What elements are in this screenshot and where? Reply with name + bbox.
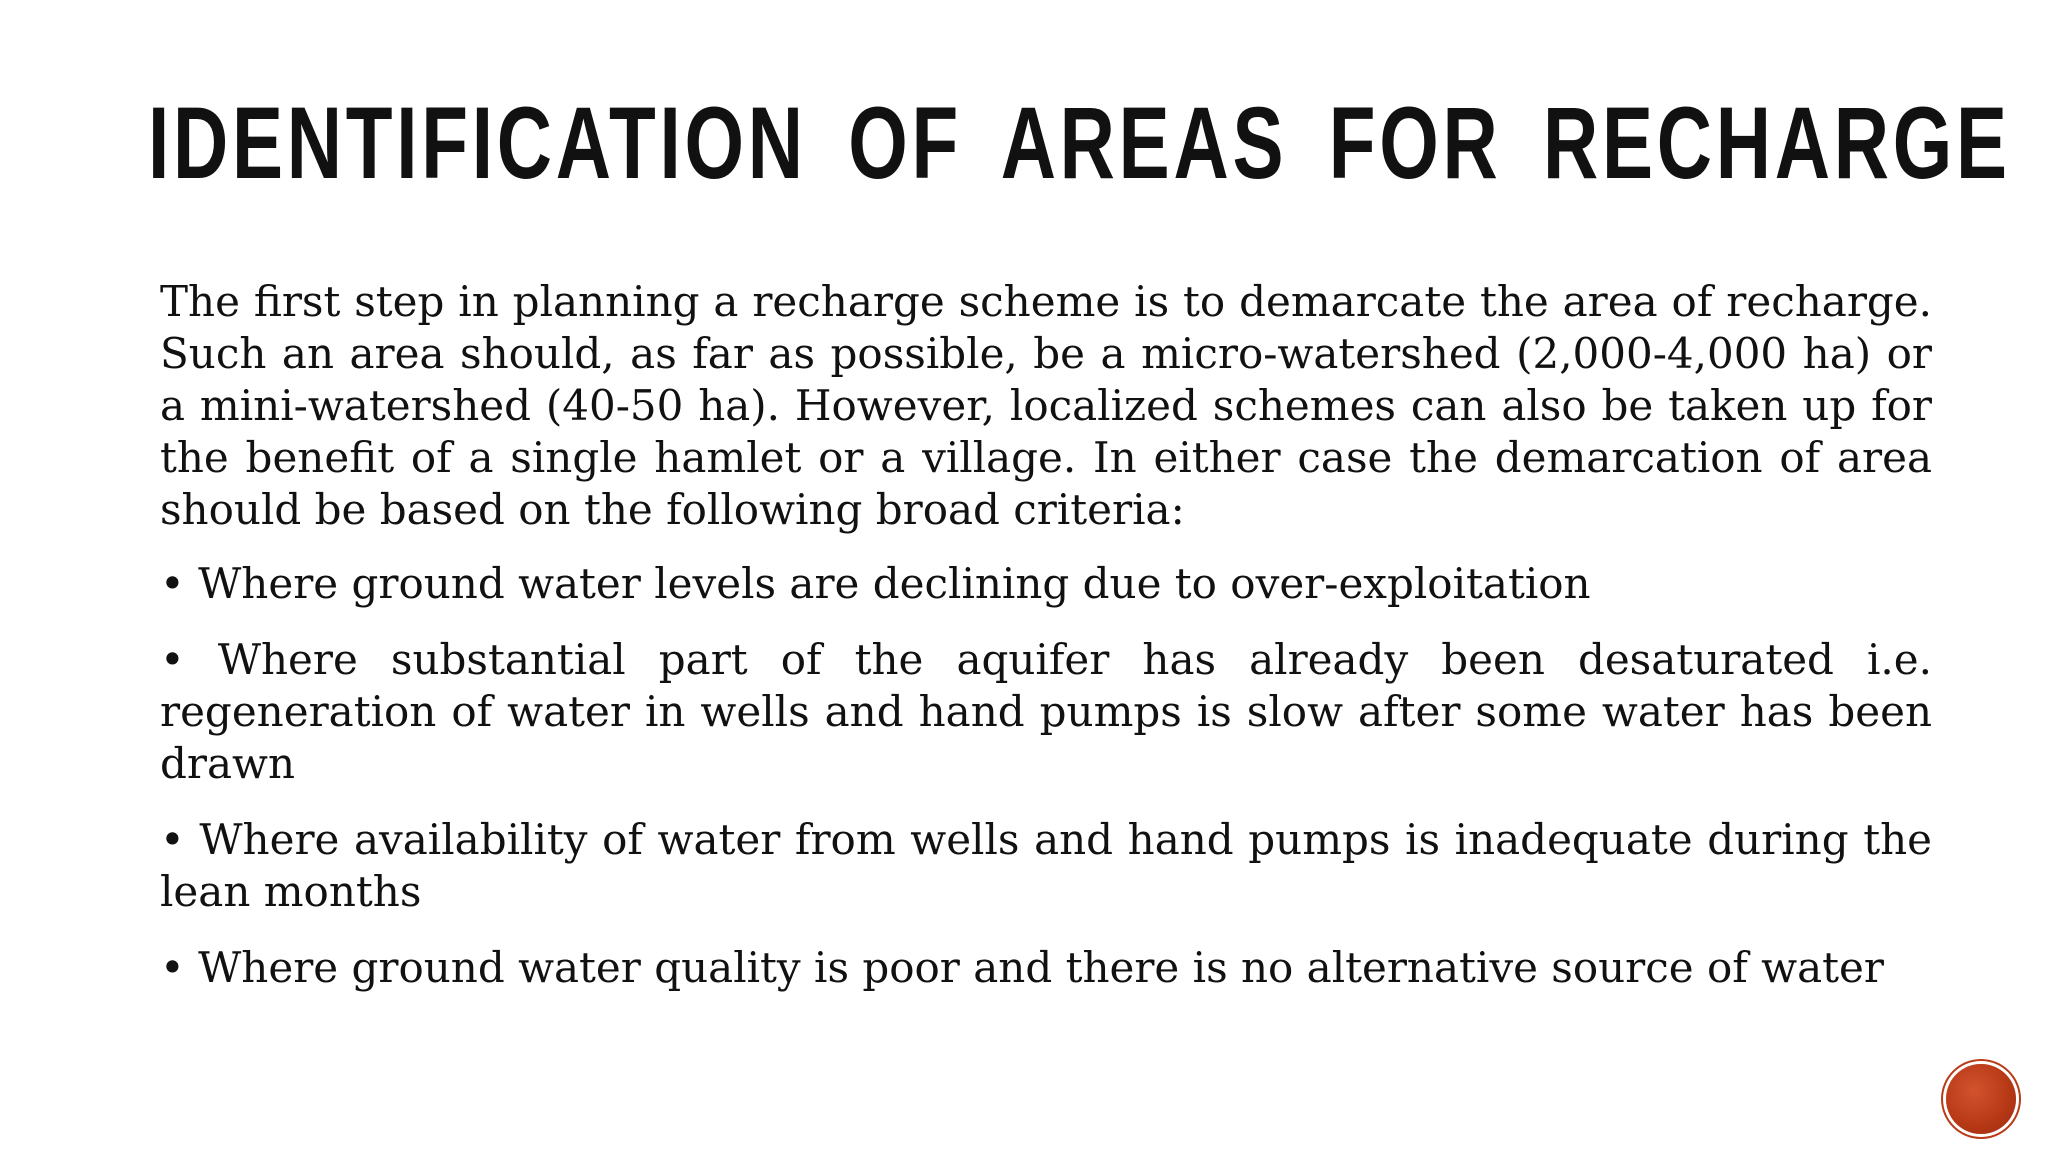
slide-body (160, 276, 1932, 1018)
slide-title: IDENTIFICATION OF AREAS FOR RECHARGE (148, 86, 2011, 200)
bullet-item-2: • Where substantial part of the aquifer has already been desaturated i.e. regeneration of water in wells and hand pumps is slow after some water has been drawn (160, 635, 1932, 788)
bullet-item-4: • Where ground water quality is poor and there is no alternative source of water (160, 943, 1884, 992)
bullet-item-1: • Where ground water levels are declining due to over-exploitation (160, 559, 1591, 608)
bullet-item-3: • Where availability of water from wells and hand pumps is inadequate during the lean months (160, 815, 1932, 916)
decorative-circle-icon (1946, 1064, 2016, 1134)
intro-paragraph: The first step in planning a recharge scheme is to demarcate the area of recharge. Such an area should, as far as possible, be a micro-watershed (2,000-4,000 ha) or a mini-watershed (40-50 ha). However, localized schemes can also be taken up for the benefit of a single hamlet or a village. In either case the demarcation of area should be based on the following broad criteria: (160, 277, 1932, 534)
